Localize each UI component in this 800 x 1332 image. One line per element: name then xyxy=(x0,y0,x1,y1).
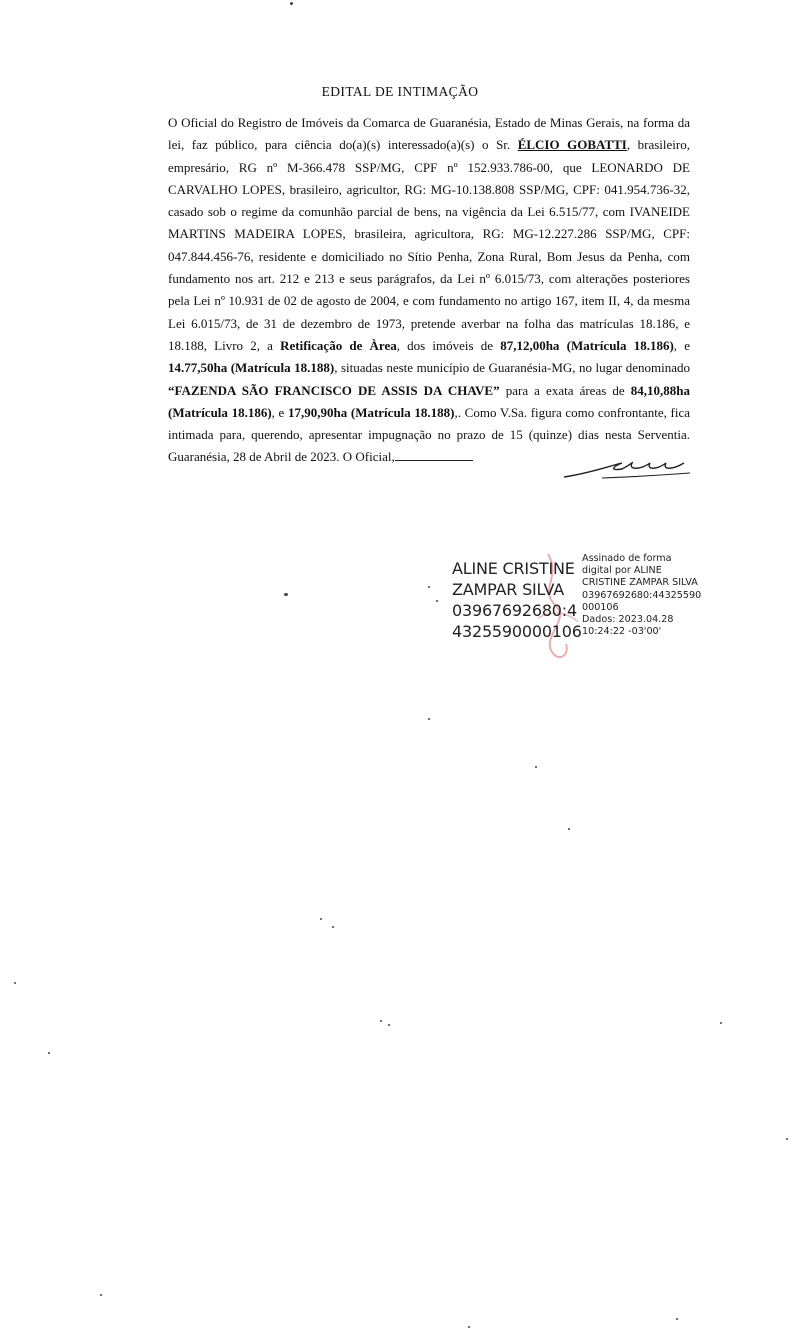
signature-info-line: digital por ALINE xyxy=(582,565,662,577)
bold-text: 84,10,88ha (Matrícula 18.186) xyxy=(168,382,690,420)
body-text-segment: ,. Como V.Sa. figura como confrontante, fica intimada para, querendo, apresentar impugnação no prazo de 15 (quinze) dias nesta Serventia. Guaranésia, 28 de Abril de 2023. O Oficial, xyxy=(168,404,690,465)
signer-name-line: 03967692680:4 xyxy=(452,601,577,620)
scan-speck xyxy=(100,1294,102,1296)
bold-text: “FAZENDA SÃO FRANCISCO DE ASSIS DA CHAVE” xyxy=(168,382,500,398)
scan-speck xyxy=(332,926,334,928)
signer-name-line: 4325590000106 xyxy=(452,622,582,641)
scan-speck xyxy=(428,718,430,720)
body-text-segment: para a exata áreas de xyxy=(499,382,631,398)
scan-speck xyxy=(388,1024,390,1026)
signature-info-line: 000106 xyxy=(582,601,619,613)
scan-speck xyxy=(380,1020,382,1022)
document-body xyxy=(168,112,690,469)
scan-speck xyxy=(14,982,16,984)
bold-text: Retificação de Àrea xyxy=(280,337,397,353)
signature-line xyxy=(395,450,473,461)
body-text-segment: O Oficial do Registro de Imóveis da Comarca de Guaranésia, Estado de Minas Gerais, na forma da lei, faz público, para ciência do(a)(s) interessado(a)(s) o Sr. xyxy=(168,115,690,153)
signer-name-block xyxy=(452,558,580,642)
scan-speck xyxy=(568,828,570,830)
emphasized-text: ÉLCIO GOBATTI xyxy=(517,137,627,153)
body-text-segment: , brasileiro, empresário, RG nº M-366.478 SSP/MG, CPF nº 152.933.786-00, que LEONARDO DE CARVALHO LOPES, brasileiro, agricultor, RG: MG-10.138.808 SSP/MG, CPF: 041.954.736-32, casado sob o regime da comunhão parcial de bens, na vigência da Lei 6.515/77, com IVANEIDE MARTINS MADEIRA LOPES, brasileira, agricultora, RG: MG-12.227.286 SSP/MG, CPF: 047.844.456-76, residente e domiciliado no Sítio Penha, Zona Rural, Bom Jesus da Penha, com fundamento nos art. 212 e 213 e seus parágrafos, da Lei nº 6.015/73, com alterações posteriores pela Lei nº 10.931 de 02 de agosto de 2004, e com fundamento no artigo 167, item II, 4, da mesma Lei 6.015/73, de 31 de dezembro de 1973, pretende averbar na folha das matrículas 18.186, e 18.188, Livro 2, a xyxy=(168,137,690,353)
scan-speck xyxy=(320,918,322,920)
signature-info-line: CRISTINE ZAMPAR SILVA xyxy=(582,577,698,589)
bold-text xyxy=(518,137,627,152)
scan-speck xyxy=(290,2,293,5)
scan-speck xyxy=(48,1052,50,1054)
scan-speck xyxy=(535,766,537,768)
signature-info-line: 10:24:22 -03'00' xyxy=(582,626,662,638)
body-text-segment: , e xyxy=(673,337,690,353)
handwritten-signature-icon xyxy=(562,451,694,485)
scan-speck xyxy=(428,586,430,588)
body-text-segment: , e xyxy=(271,404,288,420)
body-text-segment: , dos imóveis de xyxy=(396,337,501,353)
scan-speck xyxy=(436,600,438,602)
document-title: EDITAL DE INTIMAÇÃO xyxy=(321,84,479,99)
scan-speck xyxy=(468,1326,470,1328)
signature-info-line: Assinado de forma xyxy=(582,553,672,564)
digital-signature-stamp xyxy=(452,548,752,668)
scan-speck xyxy=(786,1138,788,1140)
bold-text: 14.77,50ha (Matrícula 18.188) xyxy=(168,360,335,376)
bold-text: 87,12,00ha (Matrícula 18.186) xyxy=(500,337,674,353)
signature-info-block xyxy=(582,553,752,638)
scan-speck xyxy=(284,593,288,596)
bold-text: 17,90,90ha (Matrícula 18.188) xyxy=(287,404,455,420)
signer-name-line: ALINE CRISTINE xyxy=(452,559,575,578)
body-text-segment: , situadas neste município de Guaranésia-MG, no lugar denominado xyxy=(334,360,690,376)
signer-name-line: ZAMPAR SILVA xyxy=(452,580,564,599)
scan-speck xyxy=(720,1022,722,1024)
signature-info-line: 03967692680:44325590 xyxy=(582,589,702,601)
signature-info-line: Dados: 2023.04.28 xyxy=(582,614,674,626)
scan-speck xyxy=(676,1318,678,1320)
